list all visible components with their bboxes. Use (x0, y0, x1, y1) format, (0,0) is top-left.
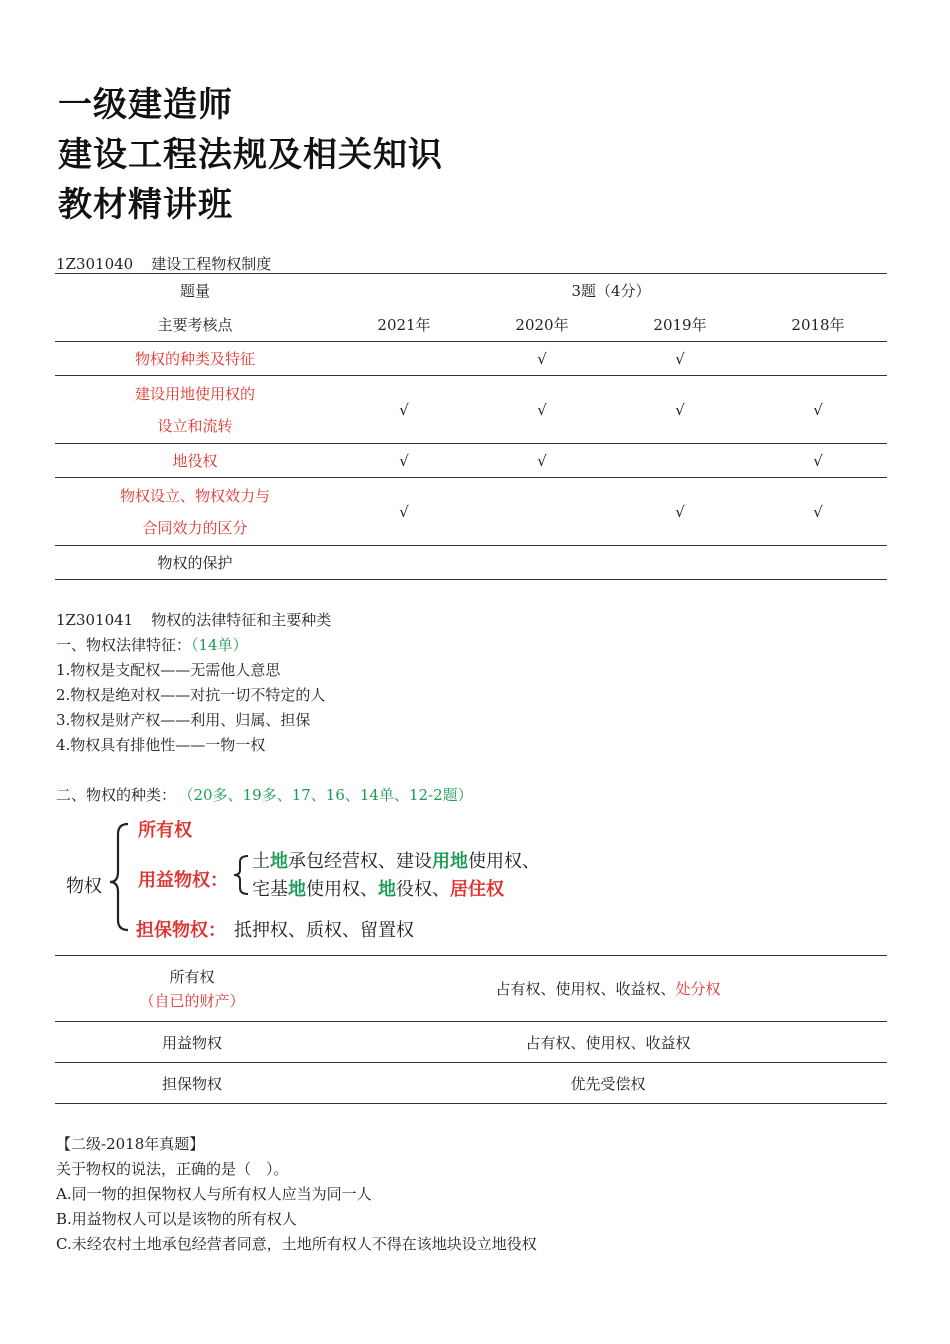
right-content-cell: 占有权、使用权、收益权 (329, 1022, 887, 1063)
topic-cell (55, 342, 335, 376)
question-stem: 关于物权的说法，正确的是（ ）。 (56, 1160, 289, 1178)
mark-cell: √ (473, 376, 611, 444)
right-content: 占有权、使用权、收益权、 (495, 980, 676, 998)
diagram-usufruct: 用益物权： (138, 870, 228, 891)
section2-notes (56, 608, 473, 808)
diagram-security: 担保物权： (136, 920, 226, 941)
sub-brace (234, 856, 248, 894)
question-option: C.未经农村土地承包经营者同意，土地所有权人不得在该地块设立地役权 (56, 1235, 537, 1253)
property-rights-diagram (60, 812, 580, 950)
title-line-1: 一级建造师 (58, 85, 233, 125)
table-row (55, 1022, 887, 1063)
exam-points-table (55, 273, 887, 580)
right-content-cell (329, 956, 887, 1022)
features-heading-text: 一、物权法律特征： (56, 636, 192, 654)
topic-cell (55, 546, 335, 580)
types-heading-text: 二、物权的种类： (56, 786, 177, 804)
feature-item: 4.物权具有排他性——一物一权 (56, 736, 266, 754)
feature-item: 1.物权是支配权——无需他人意思 (56, 661, 281, 679)
table-row (55, 478, 887, 546)
mark-cell (749, 342, 887, 376)
mark-cell: √ (335, 478, 473, 546)
main-brace (110, 824, 128, 930)
right-note: （自已的财产） (139, 991, 245, 1010)
table-row (55, 376, 887, 444)
diagram-root: 物权 (66, 876, 102, 897)
section2-name: 物权的法律特征和主要种类 (151, 611, 332, 629)
section2-heading (56, 608, 473, 633)
mark-cell (611, 444, 749, 478)
rights-table (55, 955, 887, 1104)
topic-text: 物权的保护 (157, 554, 233, 572)
topic-text: 物权设立、物权效力与 (119, 486, 270, 505)
diagram-security-items: 抵押权、质权、留置权 (234, 920, 414, 941)
section1-name: 建设工程物权制度 (151, 255, 272, 273)
table-row (55, 546, 887, 580)
topic-cell (55, 478, 335, 546)
mark-cell: √ (749, 478, 887, 546)
topic-cell (55, 376, 335, 444)
question-option: B.用益物权人可以是该物的所有权人 (56, 1210, 297, 1228)
right-name-cell: 担保物权 (55, 1063, 329, 1104)
mark-cell: √ (611, 376, 749, 444)
types-tag: （20多、19多、17、16、14单、12-2题） (186, 786, 473, 804)
title-line-3: 教材精讲班 (58, 185, 233, 225)
mark-cell (335, 546, 473, 580)
table-row (55, 1063, 887, 1104)
features-tag: （14单） (191, 636, 248, 654)
table-row (55, 342, 887, 376)
feature-item: 2.物权是绝对权——对抗一切不特定的人 (56, 686, 326, 704)
year-header-row (55, 308, 887, 342)
right-content-cell: 优先受偿权 (329, 1063, 887, 1104)
count-row (55, 274, 887, 308)
mark-cell: √ (473, 342, 611, 376)
title-block (58, 80, 443, 230)
mark-cell: √ (749, 376, 887, 444)
title-line-2: 建设工程法规及相关知识 (58, 135, 443, 175)
topic-text: 合同效力的区分 (142, 518, 248, 537)
topic-text: 物权的种类及特征 (134, 350, 255, 368)
right-name: 所有权 (169, 967, 215, 986)
right-content-red: 处分权 (675, 980, 721, 998)
count-value: 3题（4分） (571, 282, 651, 301)
year-2019: 2019年 (653, 315, 707, 334)
exam-question (56, 1132, 537, 1257)
year-2021: 2021年 (377, 315, 431, 334)
feature-item: 3.物权是财产权——利用、归属、担保 (56, 711, 311, 729)
topic-text: 地役权 (172, 452, 218, 470)
usufruct-line-2: 宅基地使用权、地役权、居住权 (252, 879, 504, 900)
table-row (55, 444, 887, 478)
points-label: 主要考核点 (157, 315, 233, 334)
mark-cell: √ (473, 444, 611, 478)
year-2020: 2020年 (515, 315, 569, 334)
mark-cell (473, 546, 611, 580)
topic-text: 设立和流转 (157, 416, 233, 435)
mark-cell: √ (749, 444, 887, 478)
section2-code: 1Z301041 (56, 611, 134, 629)
features-heading (56, 633, 473, 658)
mark-cell (335, 342, 473, 376)
section1-code: 1Z301040 (56, 255, 134, 273)
right-name-cell: 用益物权 (55, 1022, 329, 1063)
question-source: 【二级-2018年真题】 (56, 1135, 205, 1153)
topic-text: 建设用地使用权的 (134, 384, 255, 403)
diagram-ownership: 所有权 (138, 820, 192, 841)
mark-cell (749, 546, 887, 580)
mark-cell: √ (611, 342, 749, 376)
types-heading (56, 783, 473, 808)
table-row (55, 956, 887, 1022)
section1-heading (56, 254, 271, 274)
mark-cell (473, 478, 611, 546)
mark-cell: √ (335, 444, 473, 478)
mark-cell: √ (335, 376, 473, 444)
count-label: 题量 (179, 282, 210, 301)
usufruct-line-1: 土地承包经营权、建设用地使用权、 (252, 851, 540, 872)
year-2018: 2018年 (791, 315, 845, 334)
mark-cell: √ (611, 478, 749, 546)
question-option: A.同一物的担保物权人与所有权人应当为同一人 (56, 1185, 372, 1203)
topic-cell (55, 444, 335, 478)
right-name-cell (55, 956, 329, 1022)
mark-cell (611, 546, 749, 580)
